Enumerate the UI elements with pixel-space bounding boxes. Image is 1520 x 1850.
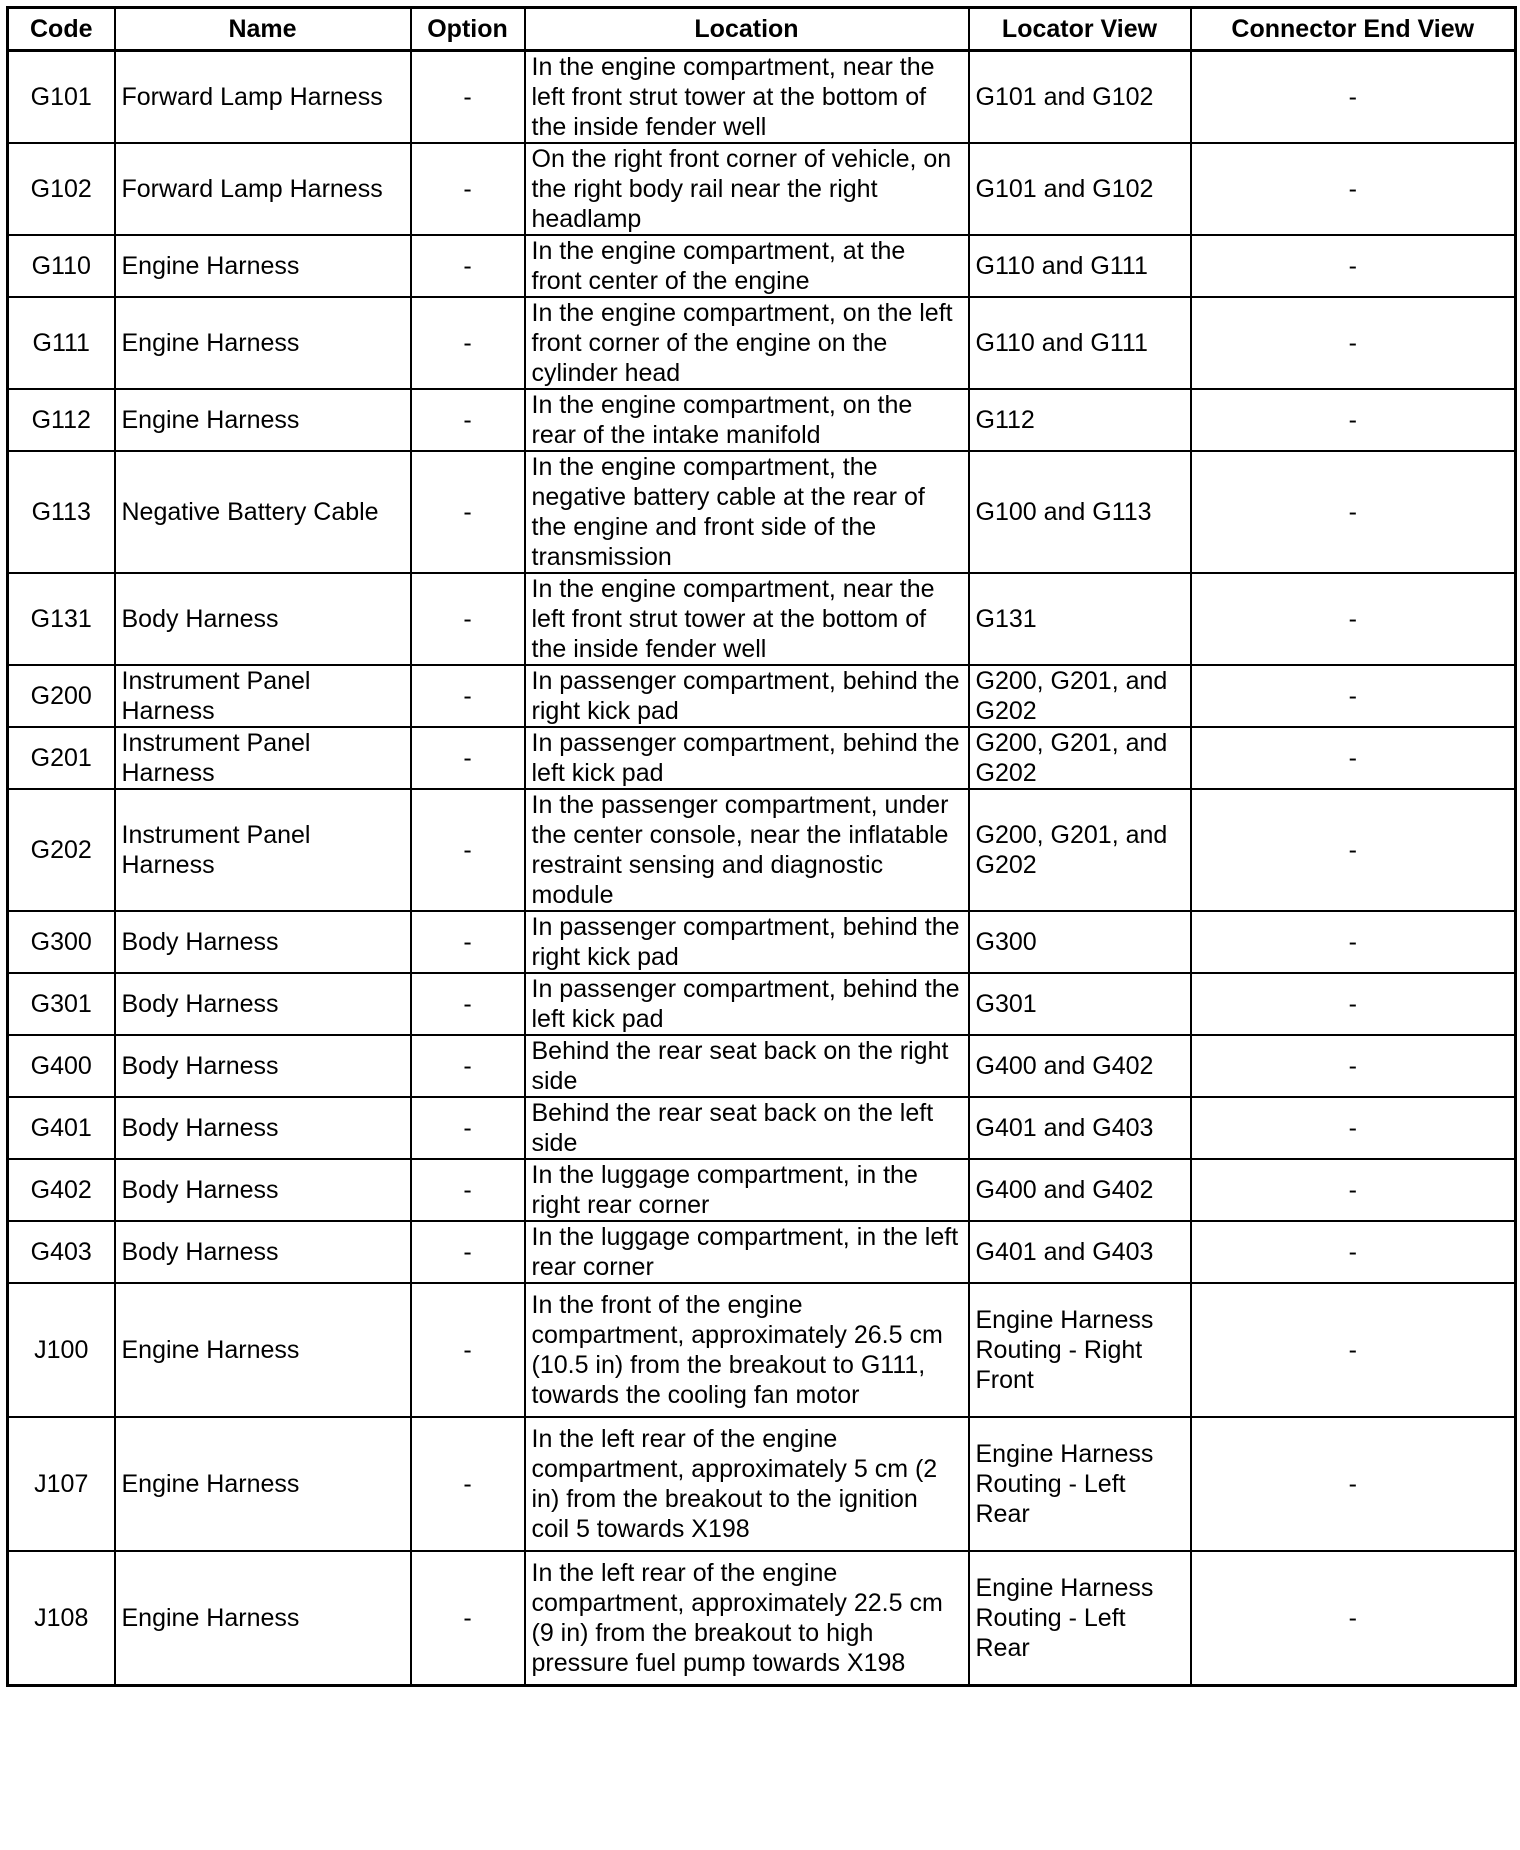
cell-name: Instrument Panel Harness — [115, 727, 411, 789]
cell-name: Body Harness — [115, 1159, 411, 1221]
cell-connector-end-view: - — [1191, 727, 1516, 789]
cell-option: - — [411, 51, 525, 144]
cell-code: G112 — [8, 389, 115, 451]
connector-location-table — [6, 6, 1517, 1687]
cell-option: - — [411, 973, 525, 1035]
cell-code: G113 — [8, 451, 115, 573]
cell-connector-end-view: - — [1191, 573, 1516, 665]
cell-option: - — [411, 1551, 525, 1685]
cell-code: G110 — [8, 235, 115, 297]
cell-locator-view: G131 — [969, 573, 1191, 665]
cell-locator-view: G301 — [969, 973, 1191, 1035]
cell-code: G300 — [8, 911, 115, 973]
header-connector-end-view: Connector End View — [1191, 8, 1516, 51]
table-row — [8, 1551, 1516, 1685]
cell-code: G202 — [8, 789, 115, 911]
cell-name: Engine Harness — [115, 1551, 411, 1685]
cell-location: In passenger compartment, behind the right kick pad — [525, 911, 969, 973]
table-row — [8, 973, 1516, 1035]
cell-name: Engine Harness — [115, 389, 411, 451]
cell-option: - — [411, 1417, 525, 1551]
table-row — [8, 297, 1516, 389]
cell-connector-end-view: - — [1191, 1551, 1516, 1685]
cell-name: Engine Harness — [115, 235, 411, 297]
cell-code: J100 — [8, 1283, 115, 1417]
cell-locator-view: G401 and G403 — [969, 1097, 1191, 1159]
table-row — [8, 665, 1516, 727]
cell-name: Engine Harness — [115, 1417, 411, 1551]
table-row — [8, 389, 1516, 451]
header-option: Option — [411, 8, 525, 51]
cell-option: - — [411, 911, 525, 973]
cell-code: G301 — [8, 973, 115, 1035]
cell-connector-end-view: - — [1191, 297, 1516, 389]
table-row — [8, 1283, 1516, 1417]
cell-code: J107 — [8, 1417, 115, 1551]
cell-locator-view: G101 and G102 — [969, 51, 1191, 144]
cell-location: In the engine compartment, the negative battery cable at the rear of the engine and front side of the transmission — [525, 451, 969, 573]
cell-locator-view: G200, G201, and G202 — [969, 789, 1191, 911]
header-code: Code — [8, 8, 115, 51]
cell-option: - — [411, 143, 525, 235]
cell-name: Body Harness — [115, 573, 411, 665]
cell-location: In the engine compartment, on the left front corner of the engine on the cylinder head — [525, 297, 969, 389]
cell-code: J108 — [8, 1551, 115, 1685]
cell-option: - — [411, 789, 525, 911]
cell-option: - — [411, 1159, 525, 1221]
cell-code: G111 — [8, 297, 115, 389]
cell-locator-view: G300 — [969, 911, 1191, 973]
table-row — [8, 1035, 1516, 1097]
cell-connector-end-view: - — [1191, 1097, 1516, 1159]
cell-locator-view: G110 and G111 — [969, 235, 1191, 297]
cell-option: - — [411, 451, 525, 573]
cell-connector-end-view: - — [1191, 1221, 1516, 1283]
cell-locator-view: G400 and G402 — [969, 1159, 1191, 1221]
cell-connector-end-view: - — [1191, 911, 1516, 973]
cell-connector-end-view: - — [1191, 789, 1516, 911]
cell-locator-view: Engine Harness Routing - Left Rear — [969, 1417, 1191, 1551]
cell-code: G101 — [8, 51, 115, 144]
cell-option: - — [411, 665, 525, 727]
table-row — [8, 143, 1516, 235]
cell-location: In the passenger compartment, under the center console, near the inflatable restraint sensing and diagnostic module — [525, 789, 969, 911]
cell-connector-end-view: - — [1191, 1159, 1516, 1221]
cell-code: G102 — [8, 143, 115, 235]
cell-name: Body Harness — [115, 1097, 411, 1159]
cell-name: Forward Lamp Harness — [115, 51, 411, 144]
cell-code: G403 — [8, 1221, 115, 1283]
cell-locator-view: G200, G201, and G202 — [969, 727, 1191, 789]
cell-option: - — [411, 235, 525, 297]
cell-locator-view: G112 — [969, 389, 1191, 451]
cell-location: In the engine compartment, near the left front strut tower at the bottom of the inside fender well — [525, 51, 969, 144]
cell-code: G401 — [8, 1097, 115, 1159]
cell-location: In passenger compartment, behind the left kick pad — [525, 727, 969, 789]
cell-locator-view: G101 and G102 — [969, 143, 1191, 235]
cell-name: Body Harness — [115, 911, 411, 973]
cell-option: - — [411, 389, 525, 451]
cell-option: - — [411, 1035, 525, 1097]
cell-option: - — [411, 1283, 525, 1417]
cell-code: G402 — [8, 1159, 115, 1221]
cell-name: Body Harness — [115, 1221, 411, 1283]
table-row — [8, 1417, 1516, 1551]
cell-locator-view: Engine Harness Routing - Left Rear — [969, 1551, 1191, 1685]
cell-location: On the right front corner of vehicle, on the right body rail near the right headlamp — [525, 143, 969, 235]
cell-name: Body Harness — [115, 1035, 411, 1097]
cell-connector-end-view: - — [1191, 143, 1516, 235]
cell-name: Forward Lamp Harness — [115, 143, 411, 235]
cell-location: In the luggage compartment, in the left rear corner — [525, 1221, 969, 1283]
cell-location: In passenger compartment, behind the right kick pad — [525, 665, 969, 727]
header-location: Location — [525, 8, 969, 51]
cell-name: Engine Harness — [115, 1283, 411, 1417]
cell-name: Instrument Panel Harness — [115, 665, 411, 727]
table-body — [8, 51, 1516, 1686]
cell-code: G200 — [8, 665, 115, 727]
table-row — [8, 911, 1516, 973]
cell-name: Instrument Panel Harness — [115, 789, 411, 911]
cell-name: Negative Battery Cable — [115, 451, 411, 573]
cell-option: - — [411, 573, 525, 665]
cell-location: In passenger compartment, behind the left kick pad — [525, 973, 969, 1035]
table-row — [8, 1097, 1516, 1159]
cell-option: - — [411, 297, 525, 389]
cell-connector-end-view: - — [1191, 665, 1516, 727]
cell-name: Engine Harness — [115, 297, 411, 389]
cell-locator-view: G200, G201, and G202 — [969, 665, 1191, 727]
cell-locator-view: G110 and G111 — [969, 297, 1191, 389]
cell-option: - — [411, 1097, 525, 1159]
table-row — [8, 1159, 1516, 1221]
cell-location: In the front of the engine compartment, approximately 26.5 cm (10.5 in) from the breakout to G111, towards the cooling fan motor — [525, 1283, 969, 1417]
header-locator-view: Locator View — [969, 8, 1191, 51]
cell-location: In the engine compartment, at the front center of the engine — [525, 235, 969, 297]
cell-location: In the left rear of the engine compartment, approximately 5 cm (2 in) from the breakout to the ignition coil 5 towards X198 — [525, 1417, 969, 1551]
table-row — [8, 789, 1516, 911]
cell-option: - — [411, 1221, 525, 1283]
cell-location: In the engine compartment, on the rear of the intake manifold — [525, 389, 969, 451]
table-row — [8, 727, 1516, 789]
table-row — [8, 235, 1516, 297]
cell-connector-end-view: - — [1191, 51, 1516, 144]
cell-connector-end-view: - — [1191, 235, 1516, 297]
cell-locator-view: G400 and G402 — [969, 1035, 1191, 1097]
cell-connector-end-view: - — [1191, 1417, 1516, 1551]
table-header-row — [8, 8, 1516, 51]
cell-location: In the engine compartment, near the left front strut tower at the bottom of the inside fender well — [525, 573, 969, 665]
cell-name: Body Harness — [115, 973, 411, 1035]
table-row — [8, 573, 1516, 665]
table-row — [8, 51, 1516, 144]
cell-location: Behind the rear seat back on the left side — [525, 1097, 969, 1159]
cell-code: G131 — [8, 573, 115, 665]
cell-location: In the luggage compartment, in the right rear corner — [525, 1159, 969, 1221]
table-row — [8, 1221, 1516, 1283]
table-row — [8, 451, 1516, 573]
cell-code: G201 — [8, 727, 115, 789]
cell-connector-end-view: - — [1191, 451, 1516, 573]
cell-connector-end-view: - — [1191, 973, 1516, 1035]
cell-code: G400 — [8, 1035, 115, 1097]
cell-location: In the left rear of the engine compartment, approximately 22.5 cm (9 in) from the breakout to high pressure fuel pump towards X198 — [525, 1551, 969, 1685]
header-name: Name — [115, 8, 411, 51]
cell-option: - — [411, 727, 525, 789]
cell-connector-end-view: - — [1191, 389, 1516, 451]
cell-connector-end-view: - — [1191, 1035, 1516, 1097]
cell-connector-end-view: - — [1191, 1283, 1516, 1417]
cell-location: Behind the rear seat back on the right side — [525, 1035, 969, 1097]
cell-locator-view: Engine Harness Routing - Right Front — [969, 1283, 1191, 1417]
cell-locator-view: G100 and G113 — [969, 451, 1191, 573]
cell-locator-view: G401 and G403 — [969, 1221, 1191, 1283]
